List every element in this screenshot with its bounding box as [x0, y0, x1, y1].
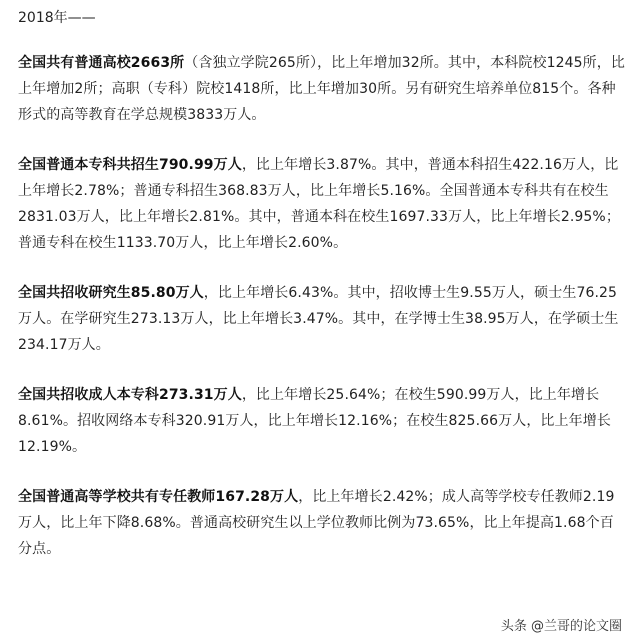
- year-heading: 2018年——: [18, 10, 96, 26]
- paragraph-undergrad-enrollment: [18, 152, 626, 256]
- paragraph-universities: [18, 50, 626, 128]
- paragraph-lead: 全国共招收研究生85.80万人: [18, 285, 204, 301]
- paragraph-body: ，比上年增长25.64%；在校生590.99万人，比上年增长8.61%。招收网络本专科320.91万人，比上年增长12.16%；在校生825.66万人，比上年增长12.19%。: [18, 387, 611, 455]
- paragraph-teachers: [18, 484, 626, 562]
- paragraph-body: ，比上年增长2.42%；成人高等学校专任教师2.19万人，比上年下降8.68%。普通高校研究生以上学位教师比例为73.65%，比上年提高1.68个百分点。: [18, 489, 615, 557]
- paragraph-lead: 全国普通本专科共招生790.99万人: [18, 157, 242, 173]
- paragraph-adult-education: [18, 382, 626, 460]
- paragraph-lead: 全国普通高等学校共有专任教师167.28万人: [18, 489, 299, 505]
- watermark-text: 头条 @兰哥的论文圈: [500, 619, 622, 634]
- paragraph-lead: 全国共有普通高校2663所: [18, 55, 185, 71]
- paragraph-body: （含独立学院265所），比上年增加32所。其中，本科院校1245所，比上年增加2所；高职（专科）院校1418所，比上年增加30所。另有研究生培养单位815个。各种形式的高等教育在学总规模3833万人。: [18, 55, 625, 123]
- paragraph-lead: 全国共招收成人本专科273.31万人: [18, 387, 242, 403]
- paragraph-body: ，比上年增长6.43%。其中，招收博士生9.55万人，硕士生76.25万人。在学研究生273.13万人，比上年增长3.47%。其中，在学博士生38.95万人，在学硕士生234.17万人。: [18, 285, 619, 353]
- paragraph-graduate-enrollment: [18, 280, 626, 358]
- paragraph-body: ，比上年增长3.87%。其中，普通本科招生422.16万人，比上年增长2.78%；普通专科招生368.83万人，比上年增长5.16%。全国普通本专科共有在校生2831.03万人，比上年增长2.81%。其中，普通本科在校生1697.33万人，比上年增长2.95%；普通专科在校生1133.70万人，比上年增长2.60%。: [18, 157, 620, 251]
- watermark: [497, 613, 626, 636]
